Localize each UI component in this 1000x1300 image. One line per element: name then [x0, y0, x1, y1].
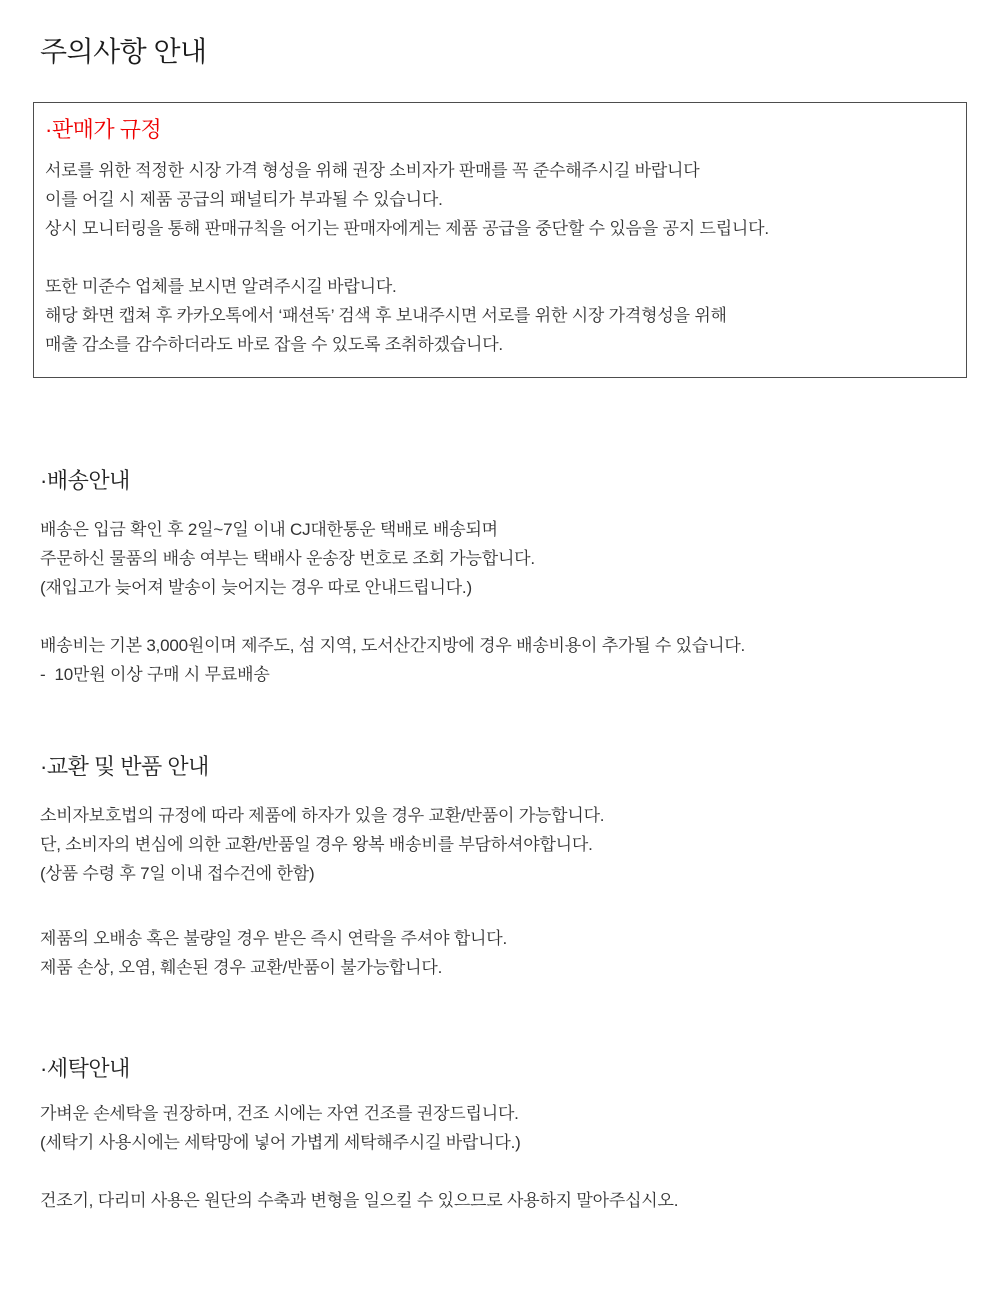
section-heading-exchange-return: ·교환 및 반품 안내: [40, 754, 209, 779]
section-shipping: [40, 466, 967, 689]
paragraph: [45, 272, 948, 359]
text-line: 단, 소비자의 변심에 의한 교환/반품일 경우 왕복 배송비를 부담하셔야합니다.: [40, 835, 593, 854]
paragraph: [40, 924, 967, 982]
text-line: 배송은 입금 확인 후 2일~7일 이내 CJ대한통운 택배로 배송되며: [40, 520, 498, 539]
paragraph: [40, 1099, 967, 1157]
section-heading-price-policy: ·판매가 규정: [45, 117, 162, 142]
text-line: 매출 감소를 감수하더라도 바로 잡을 수 있도록 조취하겠습니다.: [45, 335, 503, 354]
paragraph: [40, 1186, 967, 1215]
text-line: 또한 미준수 업체를 보시면 알려주시길 바랍니다.: [45, 277, 397, 296]
text-line: 상시 모니터링을 통해 판매규칙을 어기는 판매자에게는 제품 공급을 중단할 수 있음을 공지 드립니다.: [45, 219, 769, 238]
text-line: 주문하신 물품의 배송 여부는 택배사 운송장 번호로 조회 가능합니다.: [40, 549, 535, 568]
text-line: (상품 수령 후 7일 이내 접수건에 한함): [40, 864, 315, 883]
text-line: (재입고가 늦어져 발송이 늦어지는 경우 따로 안내드립니다.): [40, 578, 472, 597]
text-line: (세탁기 사용시에는 세탁망에 넣어 가볍게 세탁해주시길 바랍니다.): [40, 1133, 521, 1152]
text-line: 이를 어길 시 제품 공급의 패널티가 부과될 수 있습니다.: [45, 190, 443, 209]
section-heading-washing: ·세탁안내: [40, 1056, 130, 1081]
text-line: 가벼운 손세탁을 권장하며, 건조 시에는 자연 건조를 권장드립니다.: [40, 1104, 519, 1123]
text-line: 서로를 위한 적정한 시장 가격 형성을 위해 권장 소비자가 판매를 꼭 준수해주시길 바랍니다: [45, 161, 700, 180]
section-heading-shipping: ·배송안내: [40, 468, 130, 493]
paragraph: [40, 631, 967, 689]
text-line: 소비자보호법의 규정에 따라 제품에 하자가 있을 경우 교환/반품이 가능합니다.: [40, 806, 605, 825]
paragraph: [40, 801, 967, 888]
text-line: 배송비는 기본 3,000원이며 제주도, 섬 지역, 도서산간지방에 경우 배송비용이 추가될 수 있습니다.: [40, 636, 746, 655]
text-line: - 10만원 이상 구매 시 무료배송: [40, 665, 270, 684]
paragraph: [40, 515, 967, 602]
text-line: 해당 화면 캡쳐 후 카카오톡에서 ‘패션독’ 검색 후 보내주시면 서로를 위한 시장 가격형성을 위해: [45, 306, 727, 325]
text-line: 제품 손상, 오염, 훼손된 경우 교환/반품이 불가능합니다.: [40, 958, 443, 977]
text-line: 제품의 오배송 혹은 불량일 경우 받은 즉시 연락을 주셔야 합니다.: [40, 929, 508, 948]
page-title: 주의사항 안내: [40, 36, 207, 67]
section-exchange-return: [40, 752, 967, 982]
paragraph: [45, 156, 948, 243]
text-line: 건조기, 다리미 사용은 원단의 수축과 변형을 일으킬 수 있으므로 사용하지 말아주십시오.: [40, 1191, 679, 1210]
price-policy-box: [33, 102, 967, 378]
section-washing: [40, 1054, 967, 1215]
